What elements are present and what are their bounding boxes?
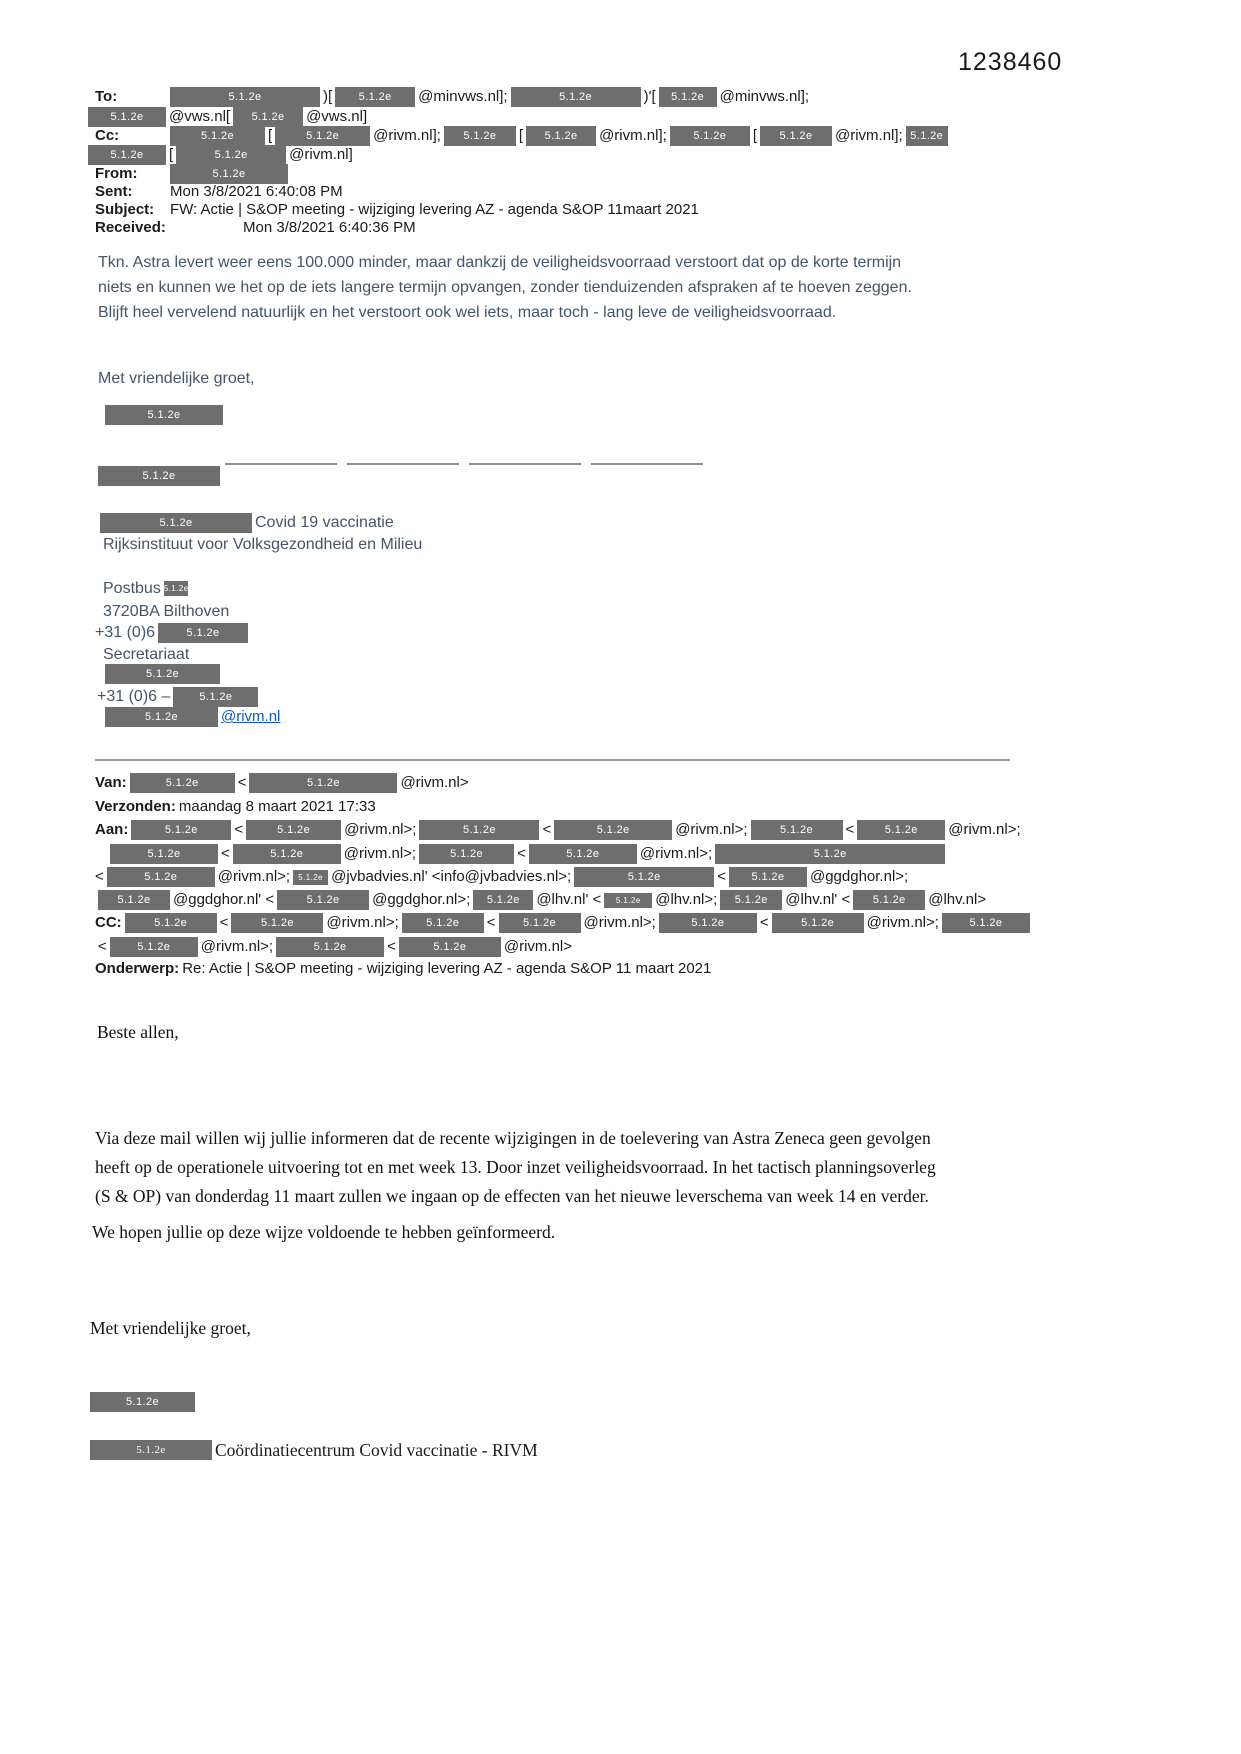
redaction-box: 5.1.2e <box>751 820 843 840</box>
quoted-message-divider <box>95 759 1010 761</box>
text-fragment: @rivm.nl> <box>400 774 469 792</box>
text-fragment: < <box>221 845 230 863</box>
redaction-box: 5.1.2e <box>233 844 341 864</box>
greeting-top: Met vriendelijke groet, <box>98 370 255 387</box>
redaction-box: 5.1.2e <box>176 145 286 165</box>
text-fragment: @rivm.nl]; <box>599 127 667 145</box>
text-fragment: Postbus <box>103 580 161 598</box>
body-line: Blijft heel vervelend natuurlijk en het verstoort ook wel iets, maar toch - lang leve de veiligheidsvoorraad. <box>98 304 837 321</box>
redaction-box: 5.1.2e <box>249 773 397 793</box>
text-fragment: @lhv.nl' < <box>785 891 851 909</box>
redaction-box: 5.1.2e <box>246 820 341 840</box>
text-fragment: < <box>759 914 769 932</box>
redaction-box: 5.1.2e <box>90 1392 195 1412</box>
signature2-redaction <box>90 1391 198 1413</box>
redaction-box: 5.1.2e <box>511 87 641 107</box>
quoted-body <box>95 1124 1125 1211</box>
redaction-box: 5.1.2e <box>499 913 581 933</box>
text-fragment: @rivm.nl>; <box>639 845 713 863</box>
redaction-box: 5.1.2e <box>906 126 948 146</box>
field-label: Van: <box>95 774 127 792</box>
text-fragment: )[ <box>323 88 333 106</box>
redaction-box: 5.1.2e <box>444 126 516 146</box>
redaction-box: 5.1.2e <box>90 1440 212 1460</box>
redaction-box: 5.1.2e <box>131 820 231 840</box>
quoted-onderwerp-line <box>95 958 714 980</box>
redaction-box: 5.1.2e <box>107 867 215 887</box>
redaction-box: 5.1.2e <box>729 867 807 887</box>
redaction-box: 5.1.2e <box>233 107 303 127</box>
text-fragment: [ <box>518 127 524 145</box>
redaction-box: 5.1.2e <box>276 937 384 957</box>
redaction-box: 5.1.2e <box>659 913 757 933</box>
redaction-box: 5.1.2e <box>275 126 370 146</box>
text-fragment: @rivm.nl]; <box>834 127 903 145</box>
text-fragment: @vws.nl] <box>306 108 368 126</box>
text-fragment: @rivm.nl>; <box>200 938 274 956</box>
redaction-box: 5.1.2e <box>110 937 198 957</box>
field-label: From: <box>95 165 138 183</box>
text-fragment: Covid 19 vaccinatie <box>255 514 394 532</box>
redaction-box: 5.1.2e <box>98 466 220 486</box>
redaction-box: 5.1.2e <box>88 107 166 127</box>
quoted-aan-line2 <box>110 843 948 865</box>
redaction-box: 5.1.2e <box>125 913 217 933</box>
quoted-aan-line4 <box>98 889 989 911</box>
redaction-box: 5.1.2e <box>853 890 925 910</box>
text-fragment: Coördinatiecentrum Covid vaccinatie - RIVM <box>215 1439 538 1460</box>
document-number: 1238460 <box>958 48 1063 76</box>
quoted-aan-line3 <box>95 866 911 888</box>
redaction-box: 5.1.2e <box>130 773 235 793</box>
redaction-box: 5.1.2e <box>399 937 501 957</box>
redaction-box: 5.1.2e <box>574 867 714 887</box>
text-fragment: @vws.nl[ <box>169 108 231 126</box>
quoted-closing2: Met vriendelijke groet, <box>90 1318 251 1338</box>
text-fragment: @rivm.nl> <box>503 938 573 956</box>
text-fragment: Mon 3/8/2021 6:40:36 PM <box>243 219 416 237</box>
signature2-org-row <box>90 1437 541 1461</box>
text-fragment: @rivm.nl>; <box>675 821 748 839</box>
redaction-box: 5.1.2e <box>529 844 637 864</box>
text-fragment: [ <box>268 127 273 145</box>
redaction-box: 5.1.2e <box>293 870 328 885</box>
signature-postbus-row <box>103 576 191 601</box>
signature-city: 3720BA Bilthoven <box>103 603 230 620</box>
text-fragment: @lhv.nl>; <box>655 891 718 909</box>
redaction-box: 5.1.2e <box>419 820 539 840</box>
signature-redaction-a <box>105 404 226 426</box>
redaction-box: 5.1.2e <box>772 913 864 933</box>
redaction-box: 5.1.2e <box>659 87 717 107</box>
text-fragment: @rivm.nl>; <box>344 821 417 839</box>
text-fragment: @rivm.nl>; <box>583 914 656 932</box>
text-fragment: @rivm.nl>; <box>343 845 417 863</box>
text-fragment: @minvws.nl]; <box>418 88 508 106</box>
text-fragment: @jvbadvies.nl' <info@jvbadvies.nl>; <box>331 868 572 886</box>
redaction-box: 5.1.2e <box>105 405 223 425</box>
redaction-box: 5.1.2e <box>473 890 533 910</box>
header-to-line1 <box>95 86 812 108</box>
field-label: Received: <box>95 219 166 237</box>
quoted-aan-line1 <box>95 819 1024 841</box>
redaction-box: 5.1.2e <box>715 844 945 864</box>
text-fragment: @minvws.nl]; <box>719 88 810 106</box>
text-fragment: @lhv.nl> <box>928 891 987 909</box>
text-fragment: +31 (0)6 – <box>97 688 171 706</box>
text-fragment: < <box>717 868 726 886</box>
body-line: Via deze mail willen wij jullie informeren dat de recente wijzigingen in de toelevering van Astra Zeneca geen gevolgen <box>95 1128 931 1148</box>
redaction-box: 5.1.2e <box>419 844 514 864</box>
text-fragment: @rivm.nl>; <box>217 868 291 886</box>
text-fragment: < <box>542 821 552 839</box>
message-body-top <box>98 250 1108 325</box>
redaction-box: 5.1.2e <box>88 145 166 165</box>
redaction-box: 5.1.2e <box>231 913 323 933</box>
text-fragment: < <box>486 914 496 932</box>
text-fragment: < <box>237 774 247 792</box>
redaction-box: 5.1.2e <box>402 913 484 933</box>
signature-institute: Rijksinstituut voor Volksgezondheid en Milieu <box>103 536 423 553</box>
text-fragment: @ggdghor.nl>; <box>809 868 909 886</box>
redaction-box: 5.1.2e <box>170 87 320 107</box>
quoted-van-line <box>95 772 472 794</box>
field-label: Sent: <box>95 183 133 201</box>
text-fragment: )'[ <box>643 88 656 106</box>
quoted-cc-line1 <box>95 912 1033 934</box>
redaction-box: 5.1.2e <box>760 126 832 146</box>
redaction-box: 5.1.2e <box>942 913 1030 933</box>
redaction-box: 5.1.2e <box>277 890 369 910</box>
redaction-box: 5.1.2e <box>158 623 248 643</box>
redaction-box: 5.1.2e <box>554 820 672 840</box>
text-fragment: @ggdghor.nl>; <box>372 891 471 909</box>
body-line: (S & OP) van donderdag 11 maart zullen we ingaan op de effecten van het nieuwe leverschema van week 14 en verder. <box>95 1186 929 1206</box>
signature-secretariaat: Secretariaat <box>103 646 190 663</box>
redaction-box: 5.1.2e <box>604 893 652 908</box>
signature-email-row <box>105 706 283 728</box>
body-line: niets en kunnen we het op de iets langere termijn opvangen, zonder tienduizenden afspraken af te hoeven zeggen. <box>98 279 912 296</box>
field-label: Subject: <box>95 201 155 219</box>
text-fragment: Re: Actie | S&OP meeting - wijziging levering AZ - agenda S&OP 11 maart 2021 <box>182 960 712 978</box>
text-fragment: @rivm.nl] <box>289 146 353 164</box>
field-label: Verzonden: <box>95 798 176 816</box>
email-link[interactable]: @rivm.nl <box>221 708 281 726</box>
quoted-salutation: Beste allen, <box>97 1022 179 1042</box>
text-fragment: Mon 3/8/2021 6:40:08 PM <box>170 183 343 201</box>
text-fragment: @lhv.nl' < <box>536 891 602 909</box>
text-fragment: @rivm.nl]; <box>373 127 441 145</box>
redaction-box: 5.1.2e <box>857 820 945 840</box>
text-fragment: < <box>845 821 855 839</box>
body-line: Tkn. Astra levert weer eens 100.000 minder, maar dankzij de veiligheidsvoorraad verstoort dat op de korte termijn <box>98 254 902 271</box>
redaction-box: 5.1.2e <box>335 87 415 107</box>
body-line: heeft op de operationele uitvoering tot en met week 13. Door inzet veiligheidsvoorraad. In het tactisch planningsoverleg <box>95 1157 936 1177</box>
redaction-box: 5.1.2e <box>170 126 265 146</box>
field-label: Onderwerp: <box>95 960 180 978</box>
text-fragment: FW: Actie | S&OP meeting - wijziging levering AZ - agenda S&OP 11maart 2021 <box>170 201 699 219</box>
redaction-box: 5.1.2e <box>100 513 252 533</box>
text-fragment: @rivm.nl>; <box>948 821 1021 839</box>
text-fragment: < <box>219 914 229 932</box>
redaction-box: 5.1.2e <box>170 164 288 184</box>
signature-redaction-b <box>98 465 223 487</box>
text-fragment: < <box>98 938 107 956</box>
text-fragment: @rivm.nl>; <box>326 914 399 932</box>
quoted-cc-line2 <box>98 936 575 958</box>
redaction-box: 5.1.2e <box>105 664 220 684</box>
redaction-box: 5.1.2e <box>720 890 782 910</box>
signature-redaction-c <box>105 663 223 685</box>
text-fragment: [ <box>169 146 174 164</box>
signature-divider-line <box>225 463 712 465</box>
text-fragment: +31 (0)6 <box>95 624 156 642</box>
text-fragment: < <box>234 821 244 839</box>
field-label: CC: <box>95 914 122 932</box>
text-fragment: maandag 8 maart 2021 17:33 <box>178 798 376 816</box>
text-fragment: < <box>517 845 526 863</box>
field-label: To: <box>95 88 118 106</box>
redaction-box: 5.1.2e <box>105 707 218 727</box>
text-fragment: < <box>95 868 104 886</box>
redaction-box: 5.1.2e <box>670 126 750 146</box>
redaction-box: 5.1.2e <box>173 687 258 707</box>
quoted-closing1: We hopen jullie op deze wijze voldoende te hebben geïnformeerd. <box>92 1222 556 1242</box>
header-received-line <box>95 217 419 239</box>
quoted-verzonden-line <box>95 796 379 818</box>
field-label: Aan: <box>95 821 129 839</box>
text-fragment: < <box>387 938 396 956</box>
text-fragment: [ <box>752 127 757 145</box>
redaction-box: 5.1.2e <box>164 581 188 596</box>
redaction-box: 5.1.2e <box>110 844 218 864</box>
redaction-box: 5.1.2e <box>526 126 596 146</box>
field-label: Cc: <box>95 127 120 145</box>
redaction-box: 5.1.2e <box>98 890 170 910</box>
text-fragment: @ggdghor.nl' < <box>173 891 275 909</box>
text-fragment: @rivm.nl>; <box>866 914 939 932</box>
